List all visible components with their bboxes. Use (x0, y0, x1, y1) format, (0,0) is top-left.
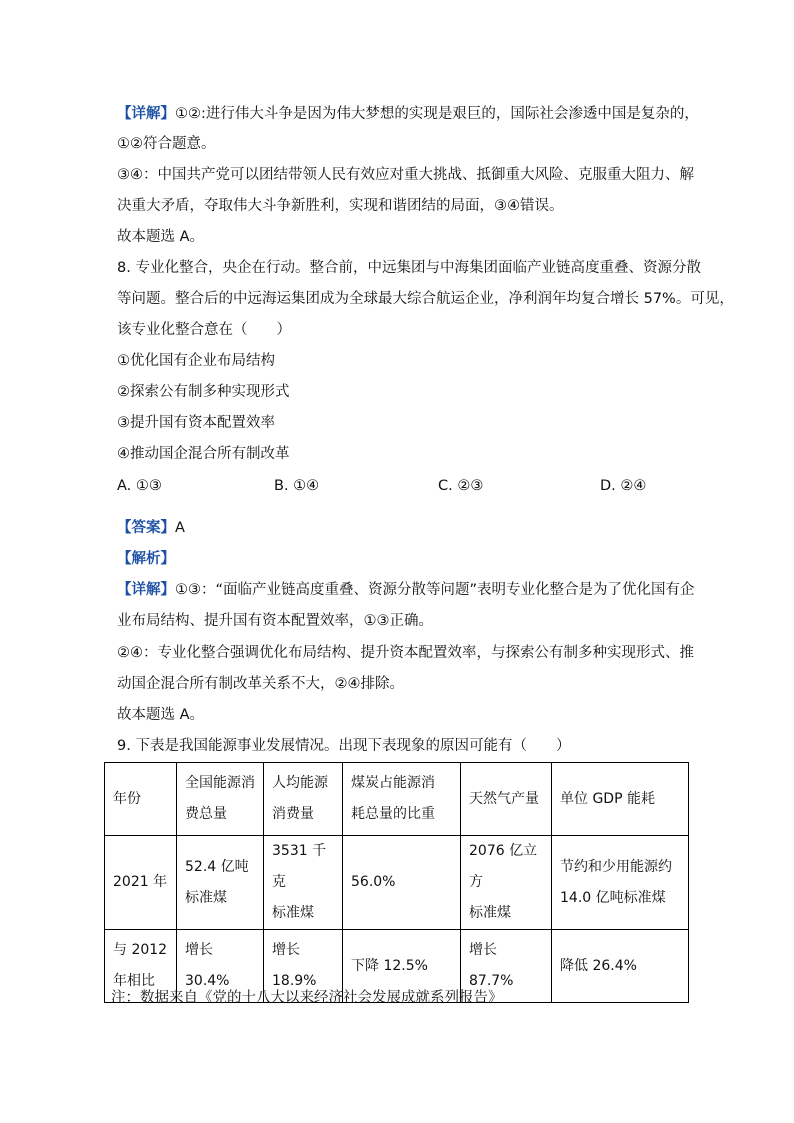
q9-stem: 9. 下表是我国能源事业发展情况。出现下表现象的原因可能有（ ） (117, 738, 571, 754)
table-cell: 增长 18.9% (264, 930, 343, 1003)
table-header-cell: 人均能源 消费量 (264, 763, 343, 836)
table-cell: 降低 26.4% (552, 930, 689, 1003)
q7-conclusion: 故本题选 A。 (117, 229, 205, 245)
q8-item-4: ④推动国企混合所有制改革 (117, 446, 290, 462)
table-cell: 增长 30.4% (177, 930, 264, 1003)
q7-detail-line-3: ③④：中国共产党可以团结带领人民有效应对重大挑战、抵御重大风险、克服重大阻力、解 (117, 167, 694, 183)
q8-stem-line-1: 8. 专业化整合，央企在行动。整合前，中远集团与中海集团面临产业链高度重叠、资源分散 (117, 260, 701, 276)
q8-option-d: D. ②④ (600, 478, 647, 494)
q8-option-a: A. ①③ (117, 478, 162, 494)
q8-detail-line-2: 业布局结构、提升国有资本配置效率，①③正确。 (117, 613, 433, 629)
table-header-cell: 煤炭占能源消 耗总量的比重 (343, 763, 461, 836)
energy-table (104, 762, 689, 1003)
q8-detail-line-1: 【详解】①③：“面临产业链高度重叠、资源分散等问题”表明专业化整合是为了优化国有企 (117, 582, 695, 598)
table-cell: 增长 87.7% (461, 930, 552, 1003)
q8-option-b: B. ①④ (274, 478, 320, 494)
table-cell: 3531 千克 标准煤 (264, 836, 343, 930)
table-cell: 2076 亿立方 标准煤 (461, 836, 552, 930)
q8-stem-line-3: 该专业化整合意在（ ） (117, 322, 291, 338)
answer-tag: 【答案】 (117, 520, 175, 536)
detail-tag: 【详解】 (117, 106, 175, 122)
q8-detail-line-3: ②④：专业化整合强调优化布局结构、提升资本配置效率，与探索公有制多种实现形式、推 (117, 645, 694, 661)
table-header-cell: 单位 GDP 能耗 (552, 763, 689, 836)
detail-tag: 【详解】 (117, 582, 175, 598)
table-cell: 下降 12.5% (343, 930, 461, 1003)
q8-answer (117, 518, 185, 538)
table-cell: 56.0% (343, 836, 461, 930)
answer-value: A (175, 520, 185, 536)
q8-conclusion: 故本题选 A。 (117, 707, 205, 723)
q8-analysis-tag: 【解析】 (117, 551, 175, 567)
table-cell: 2021 年 (105, 836, 177, 930)
table-cell: 与 2012 年相比 (105, 930, 177, 1003)
q8-item-1: ①优化国有企业布局结构 (117, 353, 275, 369)
table-cell: 节约和少用能源约 14.0 亿吨标准煤 (552, 836, 689, 930)
table-cell: 52.4 亿吨 标准煤 (177, 836, 264, 930)
q8-item-2: ②探索公有制多种实现形式 (117, 384, 290, 400)
q8-item-3: ③提升国有资本配置效率 (117, 415, 275, 431)
q7-detail-line-2: ①②符合题意。 (117, 136, 216, 152)
q8-stem-line-2: 等问题。整合后的中远海运集团成为全球最大综合航运企业，净利润年均复合增长 57%。可见， (117, 291, 734, 307)
q8-option-c: C. ②③ (438, 478, 484, 494)
table-header-cell: 全国能源消 费总量 (177, 763, 264, 836)
table-row (105, 836, 689, 930)
table-header-cell: 年份 (105, 763, 177, 836)
q7-detail-line-4: 决重大矛盾，夺取伟大斗争新胜利，实现和谐团结的局面，③④错误。 (117, 198, 564, 214)
table-header-row (105, 763, 689, 836)
table-note: 注：数据来自《党的十八大以来经济社会发展成就系列报告》 (111, 990, 503, 1006)
table-header-cell: 天然气产量 (461, 763, 552, 836)
q8-detail-line-4: 动国企混合所有制改革关系不大，②④排除。 (117, 676, 404, 692)
q7-detail-line-1: 【详解】①②:进行伟大斗争是因为伟大梦想的实现是艰巨的，国际社会渗透中国是复杂的， (117, 106, 699, 122)
